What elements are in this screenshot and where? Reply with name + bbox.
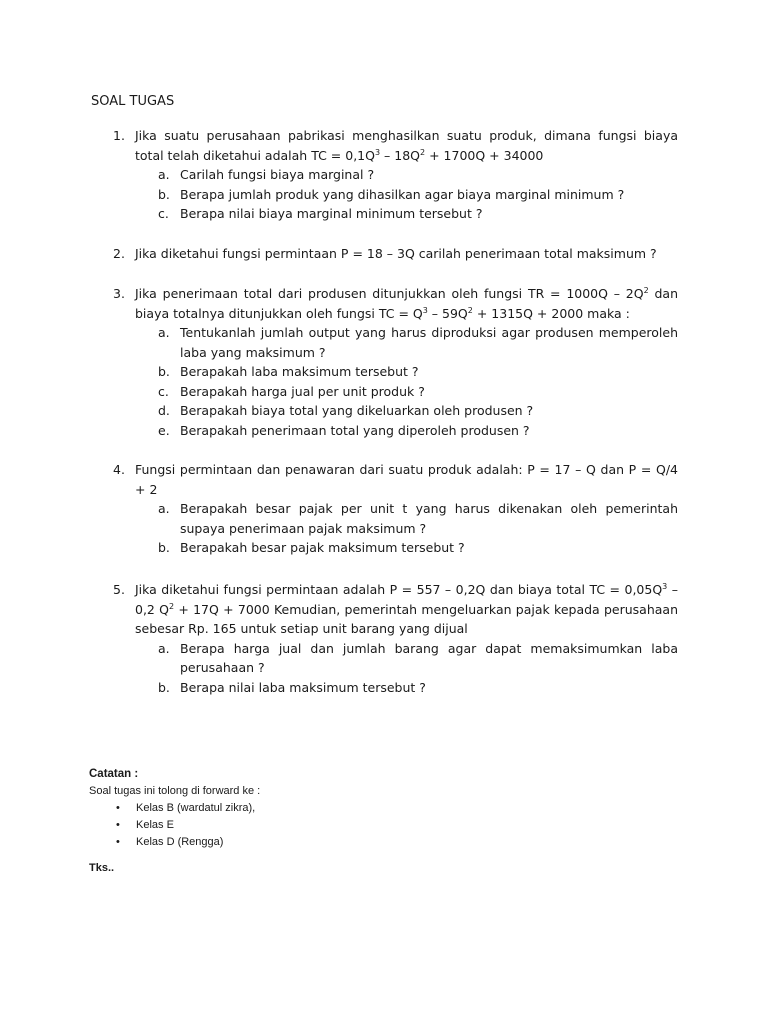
question-5 <box>113 580 678 697</box>
sub-question: a. Tentukanlah jumlah output yang harus diproduksi agar produsen memperoleh laba yang maksimum ? <box>158 325 678 360</box>
sub-question: a. Carilah fungsi biaya marginal ? <box>158 167 375 182</box>
sub-question-list <box>158 323 678 440</box>
question-number: 3. <box>113 286 125 301</box>
notes-heading: Catatan : <box>89 768 139 780</box>
document-title: SOAL TUGAS <box>91 94 175 109</box>
question-text: Jika diketahui fungsi permintaan P = 18 – 3Q carilah penerimaan total maksimum ? <box>135 246 657 261</box>
sub-question: b. Berapa nilai laba maksimum tersebut ? <box>158 679 426 695</box>
question-3 <box>113 284 678 440</box>
class-list <box>116 800 260 851</box>
question-2 <box>113 244 678 264</box>
list-item: • Kelas D (Rengga) <box>116 836 224 848</box>
question-text: Fungsi permintaan dan penawaran dari suatu produk adalah: P = 17 – Q dan P = Q/4 + 2 <box>135 462 678 497</box>
sub-question: c. Berapa nilai biaya marginal minimum tersebut ? <box>158 206 483 221</box>
sub-question: b. Berapakah laba maksimum tersebut ? <box>158 364 419 379</box>
sub-question: b. Berapa jumlah produk yang dihasilkan agar biaya marginal minimum ? <box>158 186 625 202</box>
list-item: • Kelas E <box>116 819 174 831</box>
question-text: Jika suatu perusahaan pabrikasi menghasilkan suatu produk, dimana fungsi biaya total telah diketahui adalah TC = $0,1Q^3 - 18Q^2 + 1700Q + 34000$ <box>135 128 678 163</box>
question-1 <box>113 126 678 224</box>
question-number: 4. <box>113 462 125 477</box>
sub-question: d. Berapakah biaya total yang dikeluarkan oleh produsen ? <box>158 403 534 418</box>
closing-text: Tks.. <box>89 862 115 874</box>
list-item: • Kelas B (wardatul zikra), <box>116 802 256 814</box>
sub-question: a. Berapakah besar pajak per unit t yang harus dikenakan oleh pemerintah supaya penerimaan pajak maksimum ? <box>158 501 678 536</box>
question-4 <box>113 460 678 558</box>
question-number: 5. <box>113 582 125 597</box>
notes-section <box>89 766 260 851</box>
question-number: 2. <box>113 246 125 261</box>
sub-question: c. Berapakah harga jual per unit produk ? <box>158 383 425 399</box>
sub-question: a. Berapa harga jual dan jumlah barang agar dapat memaksimumkan laba perusahaan ? <box>158 640 678 675</box>
question-number: 1. <box>113 128 125 143</box>
question-text: Jika diketahui fungsi permintaan adalah P = 557 – 0,2Q dan biaya total TC = $0,05Q^3 - 0,2$ $Q^2 + 17Q + 7000$ Kemudian, pemerintah mengeluarkan pajak kepada perusahaan sebesar Rp. 165 untuk setiap unit barang yang dijual <box>135 582 678 636</box>
sub-question-list <box>158 499 678 558</box>
notes-intro: Soal tugas ini tolong di forward ke : <box>89 785 261 797</box>
sub-question-list <box>158 639 678 698</box>
sub-question: b. Berapakah besar pajak maksimum tersebut ? <box>158 540 465 555</box>
question-text: Jika penerimaan total dari produsen ditunjukkan oleh fungsi TR = $1000Q - 2Q^2$ dan biaya totalnya ditunjukkan oleh fungsi TC = $Q^3 - 59Q^2 + 1315Q + 2000$ maka : <box>135 286 678 321</box>
sub-question-list <box>158 165 678 224</box>
sub-question: e. Berapakah penerimaan total yang diperoleh produsen ? <box>158 422 530 438</box>
